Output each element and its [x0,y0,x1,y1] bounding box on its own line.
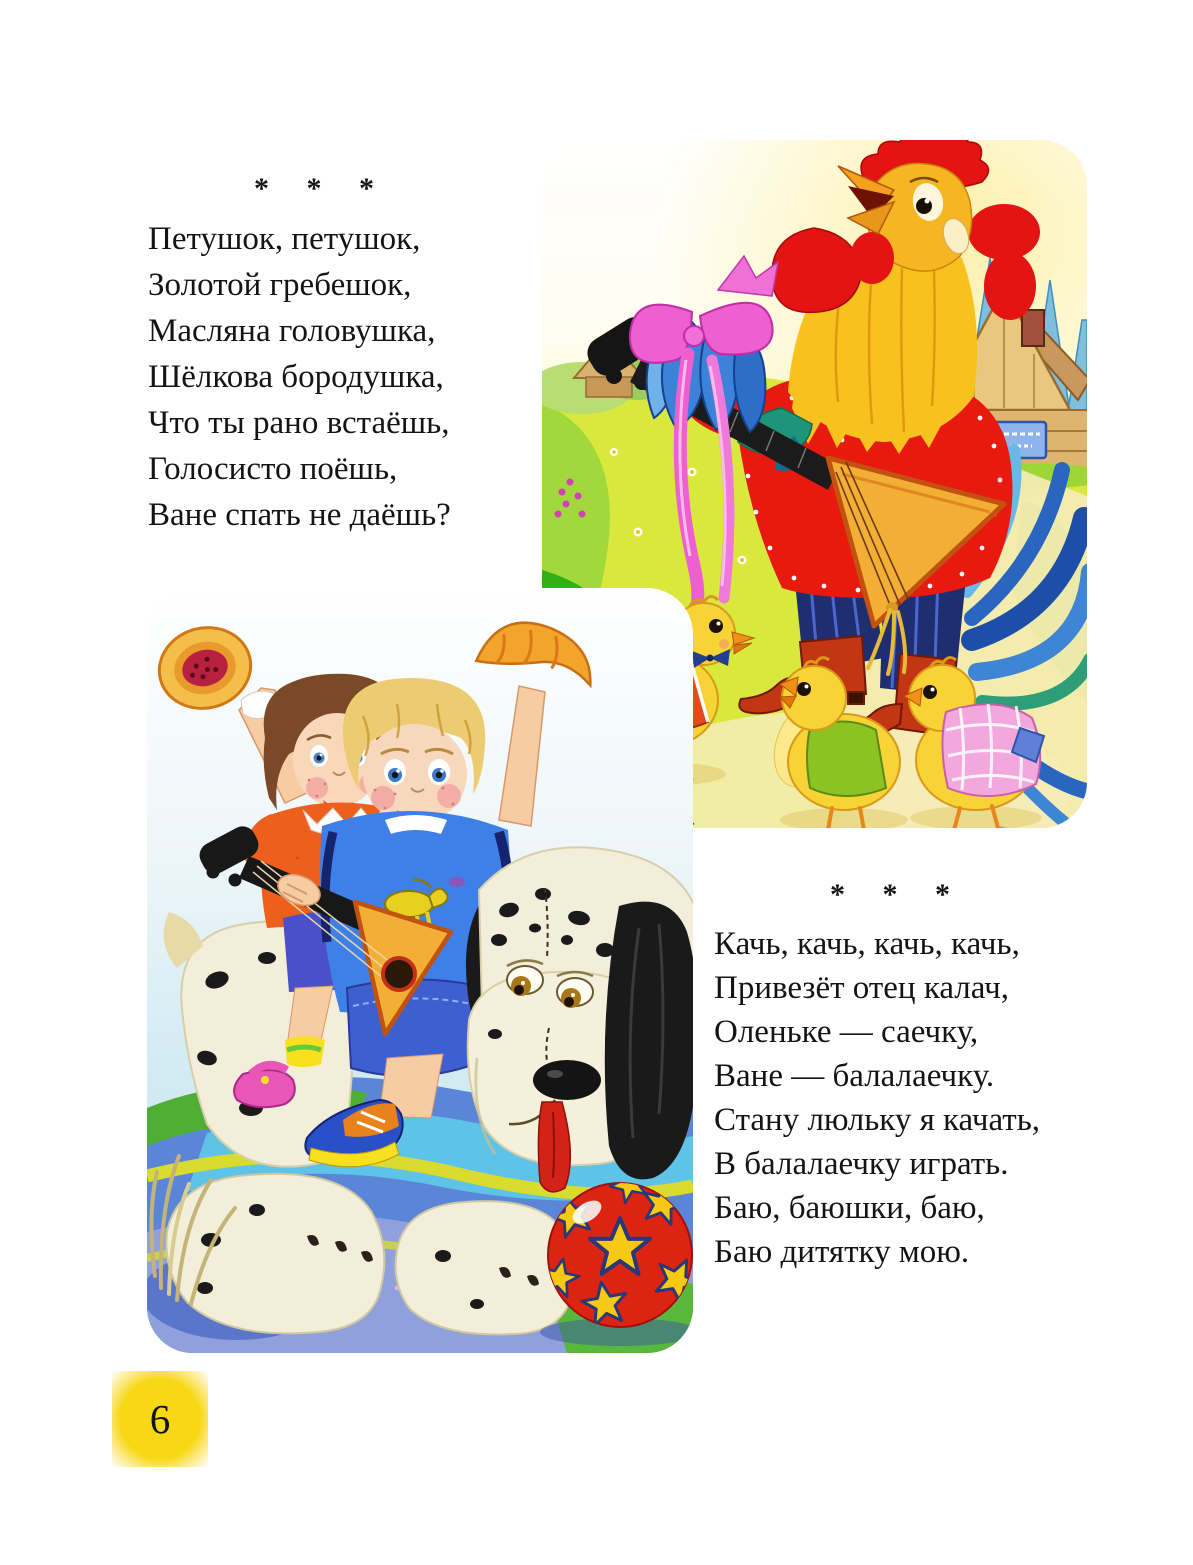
stars-divider: * * * [830,878,965,911]
poem-line: Масляна головушка, [148,313,436,349]
poem-line: Золотой гребешок, [148,267,412,303]
stars-divider: * * * [254,172,389,205]
poem-line: Качь, качь, качь, качь, [714,926,1020,962]
poem-line: Баю дитятку мою. [714,1234,970,1270]
page-number: 6 [149,1396,171,1442]
poem-line: Что ты рано встаёшь, [148,405,450,441]
poem-line: Оленьке — саечку, [714,1014,979,1050]
poem-line: Ване спать не даёшь? [148,497,451,533]
dog-ear [605,902,693,1180]
page-number-badge [112,1371,208,1467]
dog-nose [533,1060,601,1100]
poem-line: Петушок, петушок, [148,221,421,257]
children-dog-illustration [147,588,693,1353]
poem-line: Ване — балалаечку. [714,1058,995,1094]
poem-line: Баю, баюшки, баю, [714,1190,985,1226]
poem-line: Шёлкова бородушка, [148,359,444,395]
poem-line: Стану люльку я качать, [714,1102,1040,1138]
poem-petushok [148,172,508,538]
poem-line: В балалаечку играть. [714,1146,1009,1182]
poem-line: Привезёт отец калач, [714,970,1009,1006]
poem-line: Голосисто поёшь, [148,451,398,487]
dog-head [466,847,693,1192]
poem-kach [714,878,1114,1274]
